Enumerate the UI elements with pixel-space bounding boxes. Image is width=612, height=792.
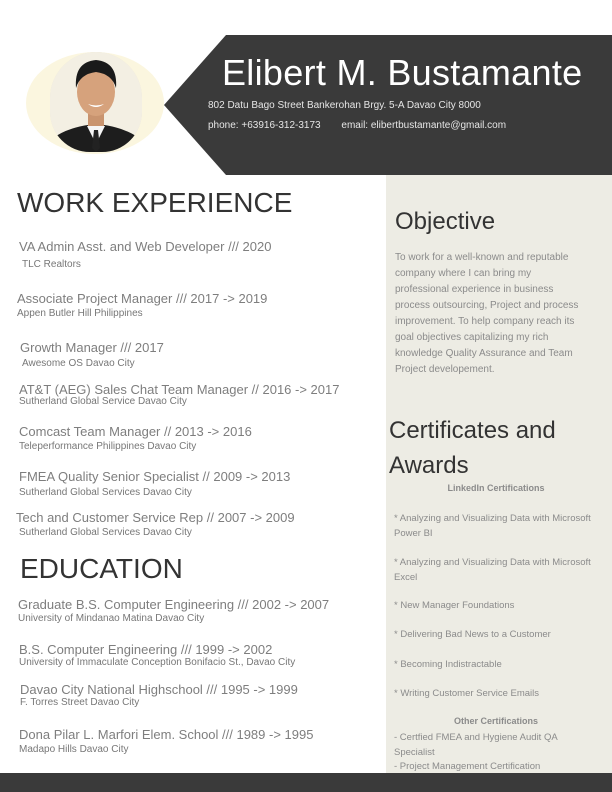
other-certifications-label: Other Certifications [453,716,538,726]
education-item-school: University of Mindanao Matina Davao City [18,613,205,624]
footer-bar [0,773,612,792]
contact-line [208,120,506,131]
work-item-title: Growth Manager /// 2017 [20,340,164,355]
education-item-school: F. Torres Street Davao City [20,697,140,708]
education-item-title: Dona Pilar L. Marfori Elem. School /// 1989 -> 1995 [19,727,314,742]
education-item-school: Madapo Hills Davao City [19,744,129,755]
work-item-company: Sutherland Global Services Davao City [19,527,192,538]
linkedin-certifications-label: LinkedIn Certifications [447,483,545,493]
education-item-school: University of Immaculate Conception Bonifacio St., Davao City [19,657,296,668]
work-item-title: AT&T (AEG) Sales Chat Team Manager // 2016 -> 2017 [19,382,340,397]
work-item-company: Sutherland Global Service Davao City [19,396,187,407]
certificates-heading: Certificates and Awards [389,417,556,479]
person-portrait-icon [50,52,142,152]
work-item-title: Associate Project Manager /// 2017 -> 2019 [17,291,268,306]
profile-photo [50,52,142,152]
email-text: email: elibertbustamante@gmail.com [341,120,507,131]
education-heading: EDUCATION [20,553,183,584]
education-item-title: Davao City National Highschool /// 1995 -> 1999 [20,682,298,697]
work-experience-heading: WORK EXPERIENCE [17,187,293,218]
education-item-title: B.S. Computer Engineering /// 1999 -> 2002 [19,642,273,657]
candidate-name: Elibert M. Bustamante [222,52,583,93]
certificate-item: * Becoming Indistractable [394,659,502,670]
work-item-title: FMEA Quality Senior Specialist // 2009 -> 2013 [19,469,291,484]
work-item-title: Comcast Team Manager // 2013 -> 2016 [19,424,252,439]
certificate-item: * Analyzing and Visualizing Data with Microsoft Power BI [394,513,591,539]
phone-text: phone: +63916-312-3173 [208,120,321,131]
certificate-item: * Writing Customer Service Emails [394,688,540,699]
certificate-item: - Certfied FMEA and Hygiene Audit QA Specialist [394,732,558,758]
work-item-company: TLC Realtors [22,259,81,270]
work-item-company: Awesome OS Davao City [22,358,135,369]
education-item-title: Graduate B.S. Computer Engineering /// 2002 -> 2007 [18,597,330,612]
work-item-company: Teleperformance Philippines Davao City [19,441,197,452]
certificate-item: * Analyzing and Visualizing Data with Microsoft Excel [394,557,591,583]
work-item-company: Sutherland Global Services Davao City [19,487,192,498]
certificate-item: - Project Management Certification [394,761,541,772]
objective-text: To work for a well-known and reputable company where I can bring my professional experience in business process outsourcing, Project and process improvement. To help company reach its goal objectives capitalizing my rich knowledge Quality Assurance and Team Project developement. [395,252,579,375]
work-item-company: Appen Butler Hill Philippines [17,308,143,319]
certificate-item: * Delivering Bad News to a Customer [394,629,551,640]
certificate-item: * New Manager Foundations [394,600,515,611]
objective-heading: Objective [395,208,496,235]
address-line: 802 Datu Bago Street Bankerohan Brgy. 5-A Davao City 8000 [208,100,481,111]
work-item-title: VA Admin Asst. and Web Developer /// 2020 [19,239,272,254]
work-item-title: Tech and Customer Service Rep // 2007 -> 2009 [16,510,295,525]
